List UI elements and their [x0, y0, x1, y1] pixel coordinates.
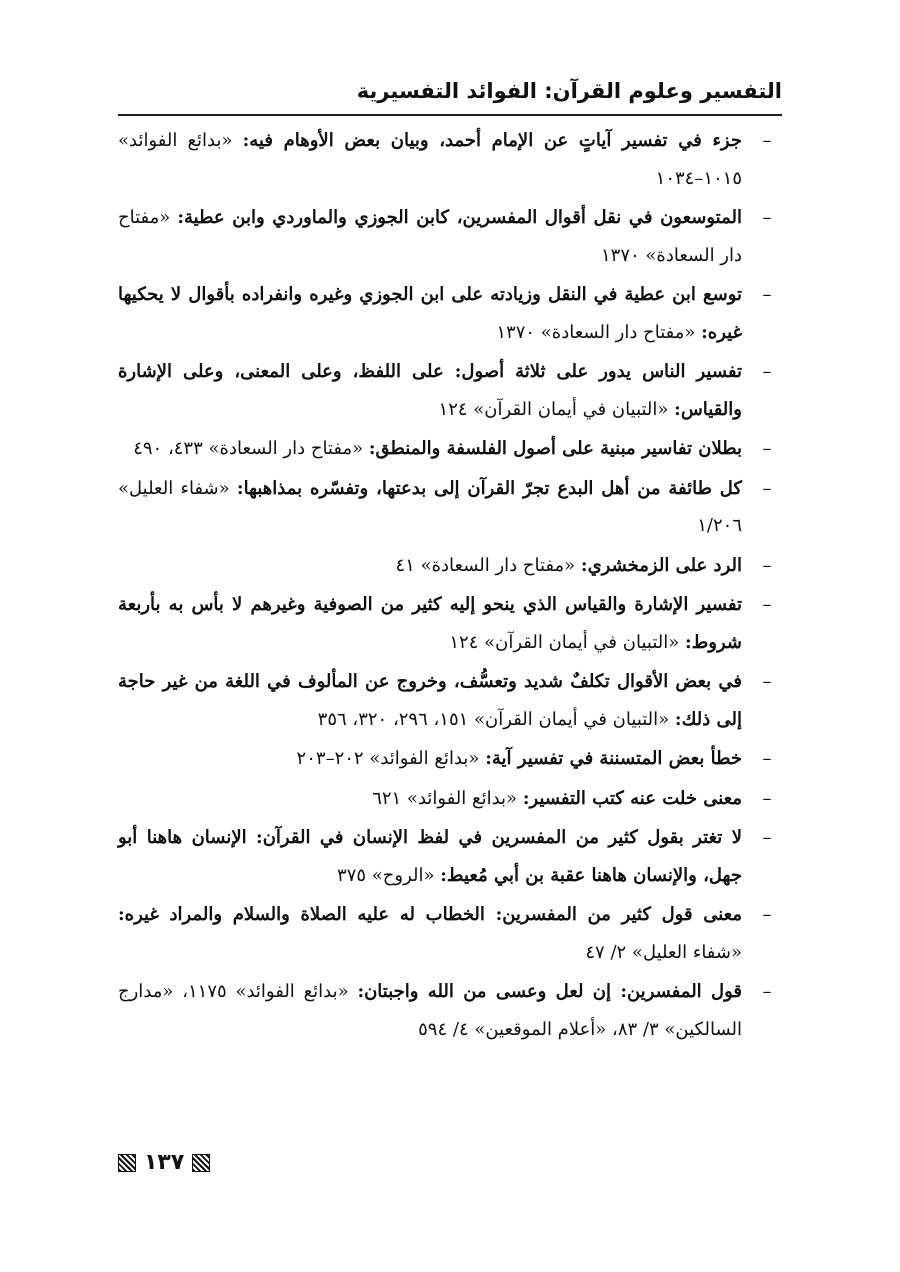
entry-text: لا تغتر بقول كثير من المفسرين في لفظ الإنسان في القرآن: الإنسان هاهنا أبو جهل، والإنسان هاهنا عقبة بن أبي مُعيط: — [118, 827, 742, 886]
entry-dash: – — [762, 477, 772, 499]
index-entry — [118, 740, 782, 778]
entry-text: في بعض الأقوال تكلفٌ شديد وتعسُّف، وخروج عن المألوف في اللغة من غير حاجة إلى ذلك: — [118, 671, 742, 730]
entry-text: كل طائفة من أهل البدع تجرّ القرآن إلى بدعتها، وتفسّره بمذاهبها: — [236, 477, 742, 499]
entry-dash: – — [762, 438, 772, 459]
entry-source: «التبيان في أيمان القرآن» ١٢٤ — [449, 631, 680, 653]
entry-text: جزء في تفسير آياتٍ عن الإمام أحمد، وبيان بعض الأوهام فيه: — [242, 130, 742, 151]
entry-dash: – — [762, 554, 772, 576]
entry-source: «مفتاح دار السعادة» ١٣٧٠ — [496, 321, 696, 343]
index-entry — [118, 586, 782, 661]
entry-dash: – — [762, 361, 772, 382]
entry-text: المتوسعون في نقل أقوال المفسرين، كابن الجوزي والماوردي وابن عطية: — [177, 207, 742, 228]
entry-text: خطأ بعض المتسننة في تفسير آية: — [485, 748, 742, 769]
entry-source: «مفتاح دار السعادة» ٤١ — [395, 554, 576, 576]
entry-dash: – — [762, 284, 772, 305]
entry-source: «شفاء العليل» ١/٢٠٦ — [118, 477, 742, 536]
entry-dash: – — [762, 981, 772, 1002]
entry-source: «التبيان في أيمان القرآن» ١٥١، ٢٩٦، ٣٢٠، ٣٥٦ — [317, 708, 670, 730]
entry-dash: – — [762, 207, 772, 228]
index-entry — [118, 896, 782, 971]
entry-source: «مفتاح دار السعادة» ١٣٧٠ — [118, 207, 742, 266]
index-entry — [118, 470, 782, 545]
entry-source: «الروح» ٣٧٥ — [337, 864, 435, 886]
entry-source: «بدائع الفوائد» ٢٠٢–٢٠٣ — [296, 748, 480, 769]
header-divider — [118, 114, 782, 116]
index-entry — [118, 430, 782, 468]
entry-dash: – — [762, 748, 772, 769]
entry-text: تفسير الناس يدور على ثلاثة أصول: على اللفظ، وعلى المعنى، وعلى الإشارة والقياس: — [118, 361, 742, 420]
index-entry — [118, 663, 782, 738]
square-ornament-icon — [118, 1154, 136, 1172]
entry-dash: – — [762, 671, 772, 692]
index-entry — [118, 780, 782, 818]
entry-text: معنى خلت عنه كتب التفسير: — [522, 787, 742, 809]
running-header: التفسير وعلوم القرآن: الفوائد التفسيرية — [356, 79, 782, 103]
entry-text: توسع ابن عطية في النقل وزيادته على ابن الجوزي وغيره وانفراده بأقوال لا يحكيها غيره: — [118, 284, 742, 343]
square-ornament-icon — [192, 1154, 210, 1172]
index-entries — [118, 122, 782, 1050]
entry-source: «شفاء العليل» ٢/ ٤٧ — [585, 941, 742, 963]
entry-dash: – — [762, 787, 772, 809]
entry-source: «مفتاح دار السعادة» ٤٣٣، ٤٩٠ — [133, 438, 364, 459]
entry-text: قول المفسرين: إن لعل وعسى من الله واجبتان: — [357, 981, 742, 1002]
entry-dash: – — [762, 594, 772, 615]
page-footer — [118, 1150, 210, 1175]
index-entry — [118, 973, 782, 1048]
index-entry — [118, 353, 782, 428]
entry-text: الرد على الزمخشري: — [580, 554, 742, 576]
page-number: ١٣٧ — [144, 1150, 185, 1175]
entry-text: تفسير الإشارة والقياس الذي ينحو إليه كثير من الصوفية وغيرهم لا بأس به بأربعة شروط: — [118, 594, 742, 653]
index-entry — [118, 122, 782, 197]
entry-dash: – — [762, 827, 772, 848]
index-entry — [118, 547, 782, 585]
entry-dash: – — [762, 130, 772, 151]
entry-text: معنى قول كثير من المفسرين: الخطاب له عليه الصلاة والسلام والمراد غيره: — [118, 904, 742, 925]
entry-source: «بدائع الفوائد» ١٠١٥–١٠٣٤ — [118, 130, 742, 189]
index-entry — [118, 819, 782, 894]
entry-source: «بدائع الفوائد» ٦٢١ — [372, 787, 518, 809]
index-entry — [118, 199, 782, 274]
entry-dash: – — [762, 904, 772, 925]
entry-source: «التبيان في أيمان القرآن» ١٢٤ — [438, 398, 669, 420]
entry-text: بطلان تفاسير مبنية على أصول الفلسفة والمنطق: — [368, 438, 742, 459]
entry-source: «بدائع الفوائد» ١١٧٥، «مدارج السالكين» ٣/ ٨٣، «أعلام الموقعين» ٤/ ٥٩٤ — [118, 981, 742, 1040]
index-entry — [118, 276, 782, 351]
